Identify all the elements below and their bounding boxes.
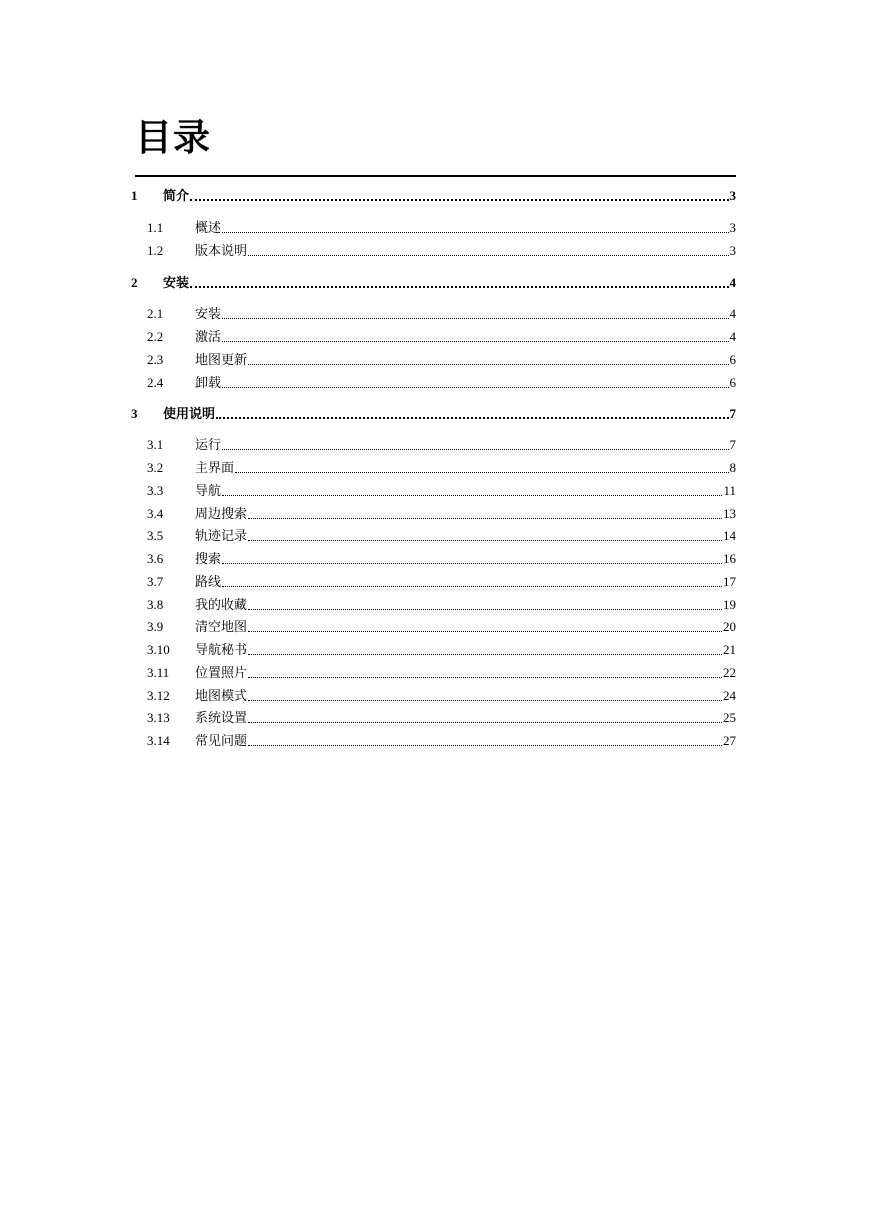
toc-entry-3-10[interactable] (131, 640, 736, 660)
dot-leader (248, 677, 722, 678)
entry-number: 2.3 (147, 352, 164, 367)
entry-number: 3.8 (147, 597, 164, 612)
entry-label: 卸载 (195, 375, 222, 390)
dot-leader (248, 609, 722, 610)
entry-page: 25 (723, 710, 736, 725)
entry-label: 位置照片 (195, 665, 248, 680)
entry-number: 3.5 (147, 528, 164, 543)
entry-label: 周边搜索 (195, 506, 248, 521)
toc-entry-3-14[interactable] (131, 731, 736, 751)
entry-number: 3.2 (147, 460, 164, 475)
dot-leader (248, 255, 728, 256)
dot-leader (248, 631, 722, 632)
entry-page: 19 (723, 597, 736, 612)
toc-title: 目录 (135, 116, 211, 159)
dot-leader (222, 495, 722, 496)
entry-label: 搜索 (195, 551, 222, 566)
entry-number: 3.10 (147, 642, 170, 657)
entry-number: 1 (131, 188, 138, 203)
dot-leader (216, 417, 728, 419)
toc-entry-3-2[interactable] (131, 458, 736, 478)
toc-entry-2-2[interactable] (131, 327, 736, 347)
dot-leader (248, 700, 722, 701)
entry-page: 4 (729, 306, 736, 321)
entry-label: 激活 (195, 329, 222, 344)
entry-page: 3 (729, 243, 736, 258)
toc-entry-2-4[interactable] (131, 373, 736, 393)
entry-number: 3.1 (147, 437, 164, 452)
entry-page: 27 (723, 733, 736, 748)
entry-page: 4 (729, 275, 736, 290)
entry-number: 2.1 (147, 306, 164, 321)
entry-page: 7 (729, 437, 736, 452)
entry-number: 3.13 (147, 710, 170, 725)
entry-page: 24 (723, 688, 736, 703)
toc-entry-3-5[interactable] (131, 526, 736, 546)
entry-number: 1.2 (147, 243, 164, 258)
toc-entry-3-11[interactable] (131, 663, 736, 683)
entry-page: 11 (723, 483, 736, 498)
dot-leader (190, 199, 728, 201)
entry-page: 14 (723, 528, 736, 543)
entry-label: 地图更新 (195, 352, 248, 367)
entry-label: 常见问题 (195, 733, 248, 748)
dot-leader (248, 654, 722, 655)
dot-leader (222, 449, 728, 450)
dot-leader (248, 540, 722, 541)
toc-entry-3-1[interactable] (131, 435, 736, 455)
entry-number: 2.2 (147, 329, 164, 344)
title-rule (135, 175, 736, 177)
entry-label: 安装 (163, 275, 190, 290)
toc-entry-3-6[interactable] (131, 549, 736, 569)
entry-page: 6 (729, 352, 736, 367)
entry-page: 13 (723, 506, 736, 521)
entry-number: 3.11 (147, 665, 170, 680)
entry-number: 1.1 (147, 220, 164, 235)
toc-entry-2[interactable] (131, 273, 736, 293)
dot-leader (190, 286, 728, 288)
entry-page: 3 (729, 188, 736, 203)
toc-entry-1-1[interactable] (131, 218, 736, 238)
entry-label: 简介 (163, 188, 190, 203)
toc-entry-3-12[interactable] (131, 686, 736, 706)
toc-entry-3-4[interactable] (131, 504, 736, 524)
entry-page: 20 (723, 619, 736, 634)
entry-number: 3.12 (147, 688, 170, 703)
entry-page: 3 (729, 220, 736, 235)
toc-entry-1[interactable] (131, 186, 736, 206)
dot-leader (222, 341, 728, 342)
dot-leader (222, 563, 722, 564)
dot-leader (222, 318, 728, 319)
entry-number: 3.3 (147, 483, 164, 498)
toc-entry-3-7[interactable] (131, 572, 736, 592)
entry-label: 我的收藏 (195, 597, 248, 612)
toc-entry-2-3[interactable] (131, 350, 736, 370)
dot-leader (222, 232, 728, 233)
toc-entry-3[interactable] (131, 404, 736, 424)
entry-number: 2 (131, 275, 138, 290)
entry-label: 轨迹记录 (195, 528, 248, 543)
entry-label: 安装 (195, 306, 222, 321)
entry-page: 16 (723, 551, 736, 566)
toc-entry-3-3[interactable] (131, 481, 736, 501)
dot-leader (222, 586, 722, 587)
entry-page: 21 (723, 642, 736, 657)
entry-label: 导航 (195, 483, 222, 498)
entry-label: 主界面 (195, 460, 235, 475)
dot-leader (248, 722, 722, 723)
entry-label: 系统设置 (195, 710, 248, 725)
entry-number: 3.7 (147, 574, 164, 589)
entry-page: 22 (723, 665, 736, 680)
entry-label: 清空地图 (195, 619, 248, 634)
entry-page: 8 (729, 460, 736, 475)
entry-label: 路线 (195, 574, 222, 589)
toc-entry-3-13[interactable] (131, 708, 736, 728)
dot-leader (248, 745, 722, 746)
dot-leader (235, 472, 728, 473)
entry-number: 3 (131, 406, 138, 421)
entry-label: 导航秘书 (195, 642, 248, 657)
entry-number: 3.14 (147, 733, 170, 748)
entry-page: 17 (723, 574, 736, 589)
entry-label: 运行 (195, 437, 222, 452)
entry-number: 3.9 (147, 619, 164, 634)
dot-leader (248, 518, 722, 519)
entry-number: 3.4 (147, 506, 164, 521)
entry-label: 概述 (195, 220, 222, 235)
toc-entry-3-9[interactable] (131, 617, 736, 637)
entry-number: 3.6 (147, 551, 164, 566)
entry-label: 版本说明 (195, 243, 248, 258)
dot-leader (248, 364, 728, 365)
toc-entry-2-1[interactable] (131, 304, 736, 324)
entry-label: 使用说明 (163, 406, 216, 421)
entry-label: 地图模式 (195, 688, 248, 703)
dot-leader (222, 387, 728, 388)
toc-entry-3-8[interactable] (131, 595, 736, 615)
entry-page: 6 (729, 375, 736, 390)
entry-page: 4 (729, 329, 736, 344)
entry-page: 7 (729, 406, 736, 421)
entry-number: 2.4 (147, 375, 164, 390)
toc-entry-1-2[interactable] (131, 241, 736, 261)
